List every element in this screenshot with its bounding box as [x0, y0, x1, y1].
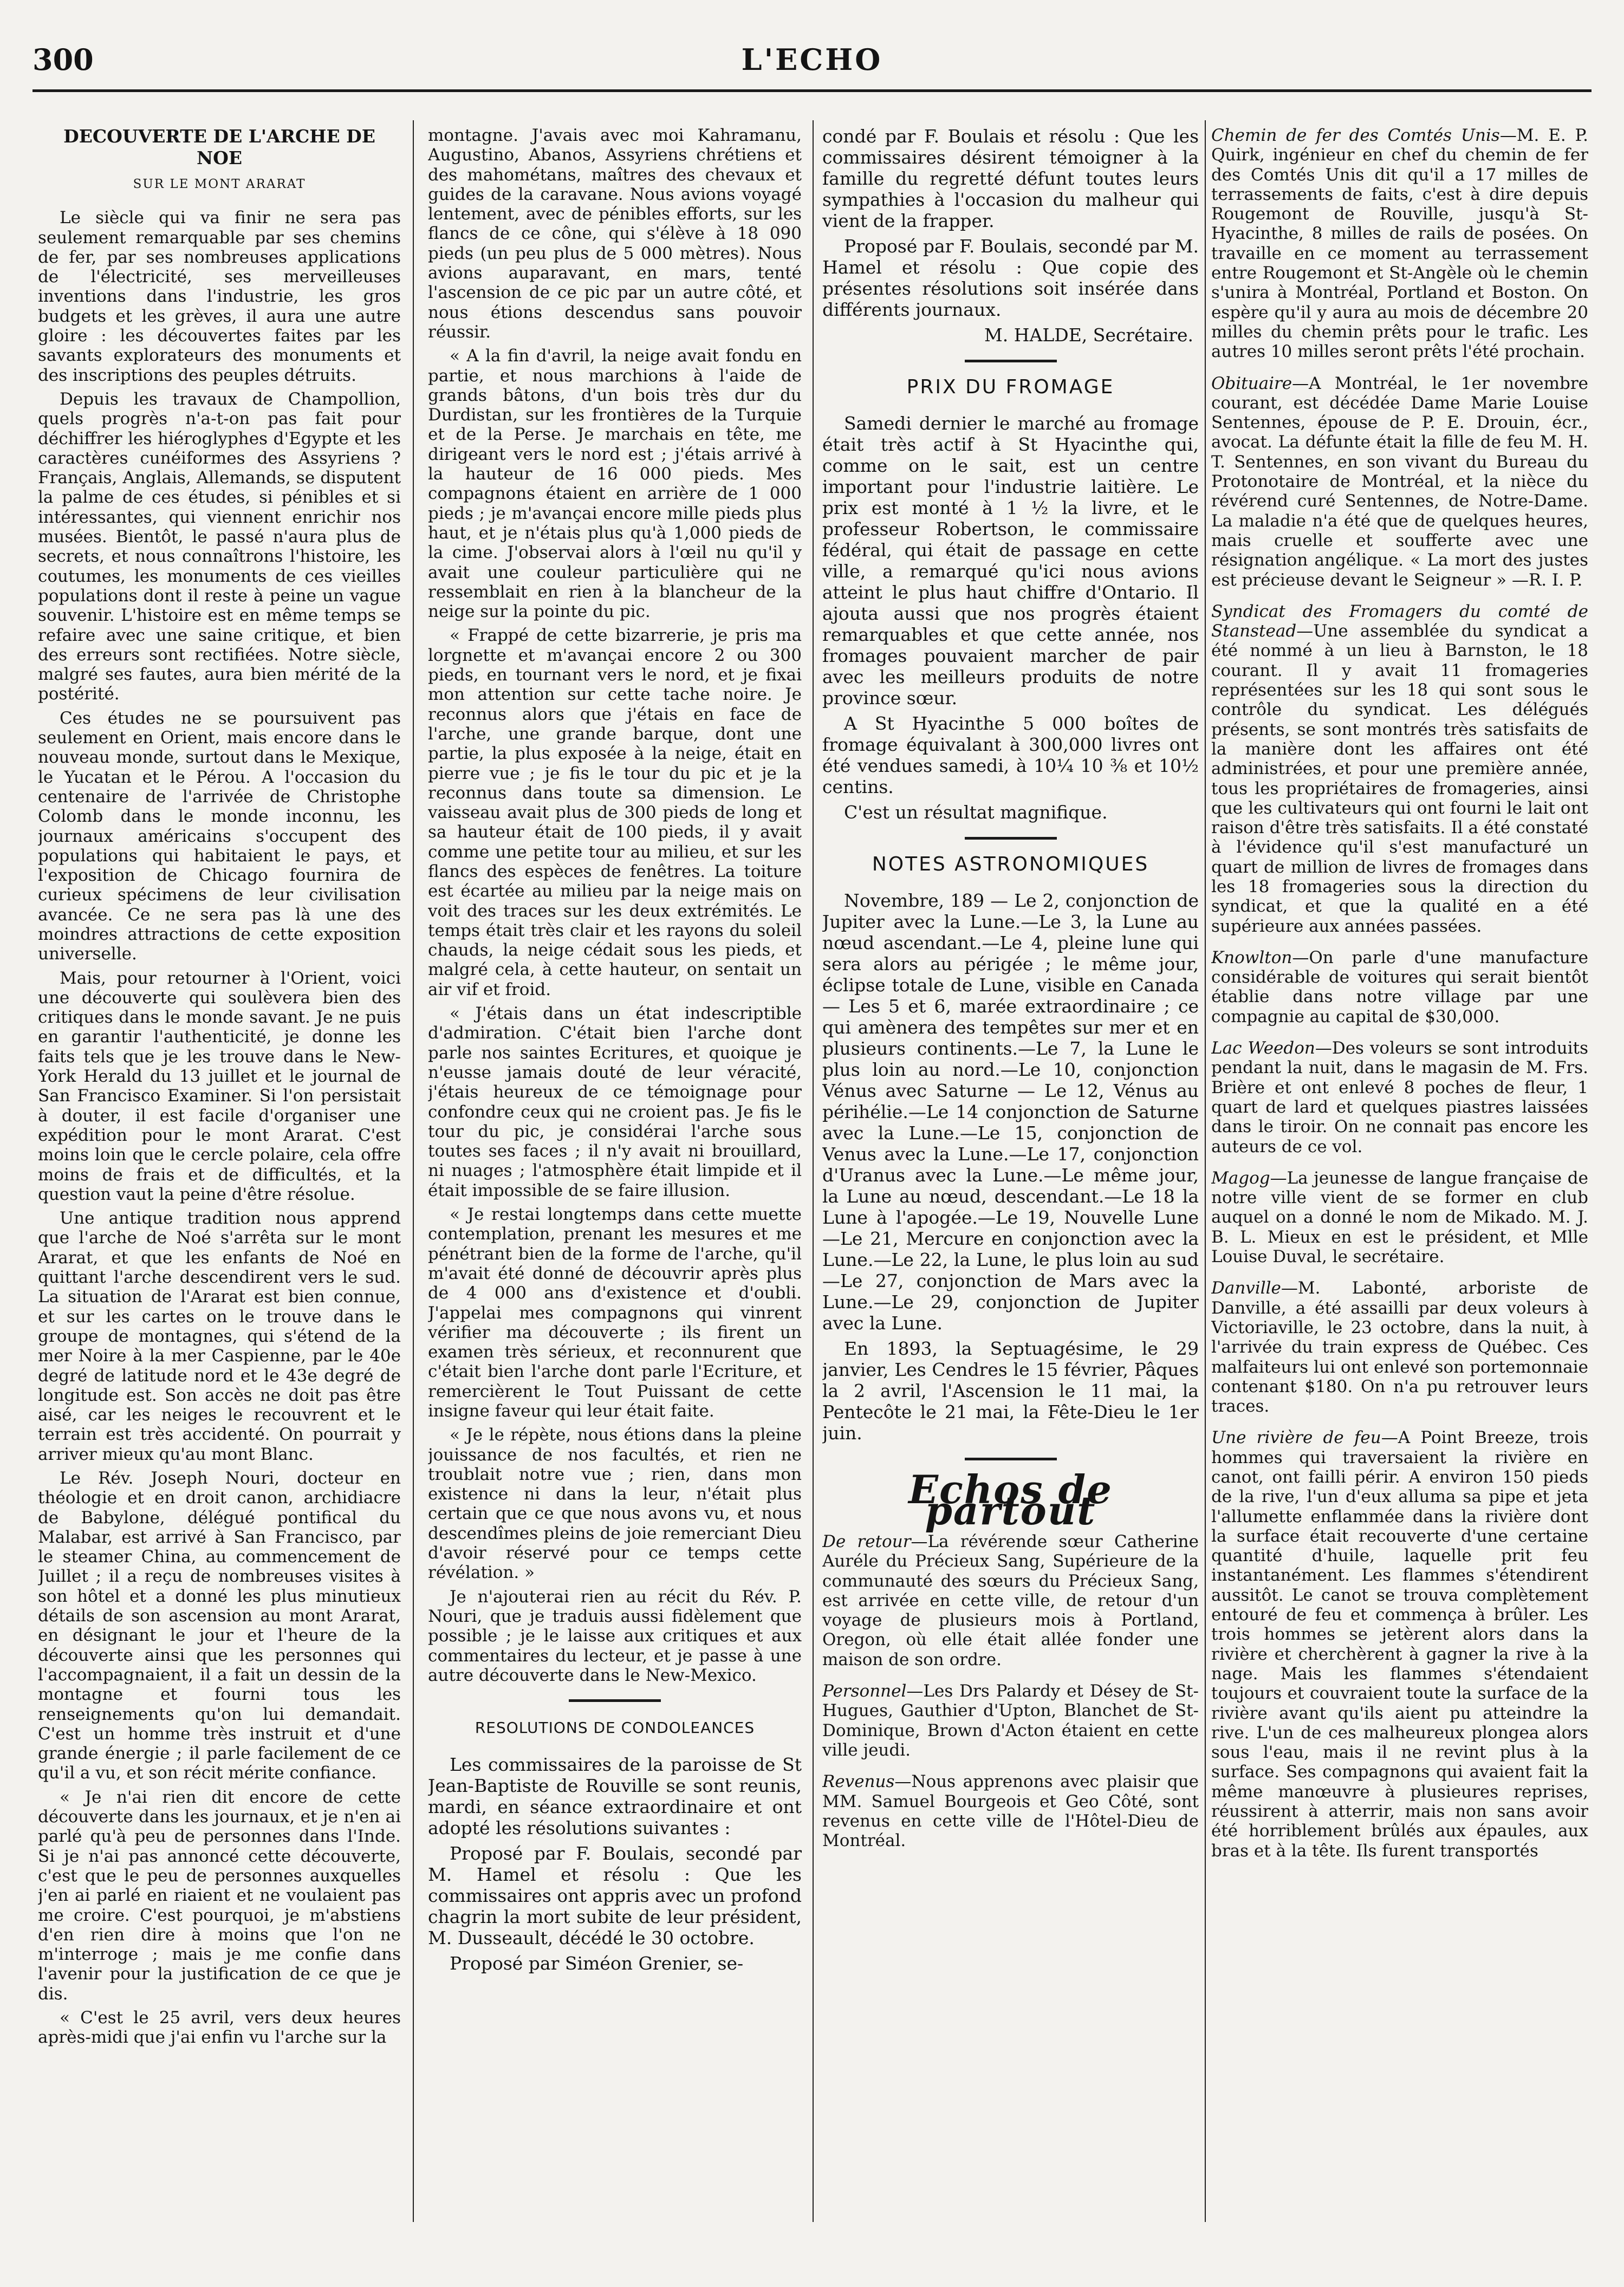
- paragraph: « A la fin d'avril, la neige avait fondu en partie, et nous marchions à l'aide de grands bâtons, d'un bois très dur du Durdistan, sur les frontières de la Turquie et de la Perse. Je marchais en tête, me dirigeant vers le nord est ; j'étais arrivé à la hauteur de 16 000 pieds. Mes compagnons étaient en arrière de 1 000 pieds ; je m'avançai encore mille pieds plus haut, et je n'étais plus qu'à 1,000 pieds de la cime. J'observai alors à l'œil nu qu'il y avait une couleur particulière qui ne ressemblait en rien à la blancheur de la neige sur la pointe du pic.: [428, 346, 802, 622]
- column-1: [38, 126, 401, 2217]
- paragraph: Le Rév. Joseph Nouri, docteur en théologie et en droit canon, archidiacre de Babylone, délégué pontifical du Malabar, est arrivé à San Francisco, par le steamer China, au commencement de Juillet ; il a reçu de nombreuses visites à son hôtel et a donné les plus minutieux détails de son ascension au mont Ararat, en désignant le jour et l'heure de la découverte ainsi que les personnes qui l'accompagnaient, il a fait un dessin de la montagne et fourni tous les renseignements qu'on lui demandait. C'est un homme très instruit et d'une grande énergie ; il parle facilement de ce qu'il a vu, et son récit mérite confiance.: [38, 1469, 401, 1783]
- brief-text: —M. Labonté, arboriste de Danville, a été assailli par deux voleurs à Victoriaville, le 23 octobre, dans la nuit, à l'arrivée du train express de Québec. Ces malfaiteurs lui ont enlevé son portemonnaie contenant $180. On n'a pu retrouver leurs traces.: [1211, 1278, 1588, 1417]
- paragraph: « Frappé de cette bizarrerie, je pris ma lorgnette et m'avançai encore 2 ou 300 pieds, en tournant vers le nord, et je fixai mon attention sur cette tache noire. Je reconnus alors que j'étais en face de l'arche, une grande barque, dont une partie, la plus exposée à la neige, était en pierre vue ; je fis le tour du pic et je la reconnus dans toute sa dimension. Le vaisseau avait plus de 300 pieds de long et sa hauteur était de 100 pieds, il y avait comme une petite tour au milieu, et sur les flancs des espèces de fenêtres. La toiture est écartée au milieu par la neige mais on voit des traces sur les deux extrémités. Le temps était très clair et les rayons du soleil chauds, la neige cédait sous les pieds, et malgré cela, à cette hauteur, on sentait un air vif et froid.: [428, 626, 802, 999]
- paragraph: montagne. J'avais avec moi Kahramanu, Augustino, Abanos, Assyriens chrétiens et des mahométans, maîtres des chevaux et guides de la caravane. Nous avions voyagé lentement, avec de pénibles efforts, sur les flancs de ce cône, qui s'élève à 18 090 pieds (un peu plus de 5 000 mètres). Nous avions auparavant, en mars, tenté l'ascension de ce pic par un autre côté, et nous étions descendus sans pouvoir réussir.: [428, 126, 802, 342]
- news-brief: [822, 1772, 1199, 1850]
- news-brief: [1211, 948, 1588, 1026]
- paragraph: condé par F. Boulais et résolu : Que les commissaires désirent témoigner à la famille du regretté défunt toutes leurs sympathies à l'occasion du malheur qui vient de la frapper.: [822, 126, 1199, 231]
- brief-text: —A Montréal, le 1er novembre courant, est décédée Dame Marie Louise Sentennes, épouse de P. E. Drouin, écr., avocat. La défunte était la fille de feu M. H. T. Sentennes, en son vivant du Bureau du Protonotaire de Montréal, et la nièce du révérend curé Sentennes, de Notre-Dame. La maladie n'a été que de quelques heures, mais cruelle et soufferte avec une résignation angélique. « La mort des justes est précieuse devant le Seigneur » —R. I. P.: [1211, 373, 1588, 590]
- brief-lead: Magog: [1211, 1168, 1270, 1188]
- section-title: Echos de partout: [908, 1466, 1113, 1534]
- signature: M. HALDE, Secrétaire.: [984, 324, 1193, 346]
- section-separator: [965, 837, 1057, 840]
- paragraph: Depuis les travaux de Champollion, quels progrès n'a-t-on pas fait pour déchiffrer les hiéroglyphes d'Egypte et les caractères cunéiformes des Assyriens ? Français, Anglais, Allemands, se disputent la palme de ces études, si pénibles et si intéressantes, qui viennent enrichir nos musées. Bientôt, le passé n'aura plus de secrets, et nous connaîtrons l'histoire, les coutumes, les monuments de ces vieilles populations dont il reste à peine un vague souvenir. L'histoire est en même temps se refaire avec une saine critique, et bien des erreurs sont rectifiées. Notre siècle, malgré ses fautes, aura bien mérité de la postérité.: [38, 389, 401, 704]
- brief-lead: Revenus: [822, 1772, 895, 1792]
- brief-lead: Knowlton: [1211, 947, 1292, 967]
- column-3: [822, 126, 1199, 2217]
- paragraph: Une antique tradition nous apprend que l'arche de Noé s'arrêta sur le mont Ararat, et que les enfants de Noé en quittant l'arche descendirent vers le sud. La situation de l'Ararat est bien connue, et sur les cartes on le trouve dans le groupe de montagnes, qui s'étend de la mer Noire à la mer Caspienne, par le 40e degré de latitude nord et le 43e degré de longitude est. Son accès ne doit pas être aisé, car les neiges le recouvrent et le terrain est très accidenté. On pourrait y arriver mieux qu'au mont Blanc.: [38, 1209, 401, 1464]
- section-separator: [965, 1458, 1057, 1460]
- paragraph: « Je n'ai rien dit encore de cette découverte dans les journaux, et je n'en ai parlé qu'à peu de personnes dans l'Inde. Si je n'ai pas annoncé cette découverte, c'est que le peu de personnes auxquelles j'en ai parlé en riaient et ne voulaient pas me croire. C'est pourquoi, je m'abstiens d'en rien dire à moins que l'on ne m'interroge ; mais je me confie dans l'avenir pour la justification de ce que je dis.: [38, 1787, 401, 2004]
- paragraph: A St Hyacinthe 5 000 boîtes de fromage équivalant à 300,000 livres ont été vendues samedi, à 10¼ 10 ⅜ et 10½ centins.: [822, 713, 1199, 797]
- brief-text: —Nous apprenons avec plaisir que MM. Samuel Bourgeois et Geo Côté, sont revenus en cette ville de l'Hôtel-Dieu de Montréal.: [822, 1772, 1199, 1851]
- brief-text: —Les Drs Palardy et Désey de St-Hugues, Gauthier d'Upton, Blanchet de St-Dominique, Brown d'Acton étaient en cette ville jeudi.: [822, 1681, 1199, 1760]
- paragraph: Proposé par F. Boulais, secondé par M. Hamel et résolu : Que copie des présentes résolutions soit insérée dans différents journaux.: [822, 236, 1199, 320]
- brief-lead: Lac Weedon: [1211, 1038, 1315, 1058]
- paragraph: Samedi dernier le marché au fromage était très actif à St Hyacinthe qui, comme on le sait, est un centre important pour l'industrie laitière. Le prix est monté à 1 ½ la livre, et le professeur Robertson, le commissaire fédéral, qui était de passage en cette ville, a remarqué qu'ici nous avions atteint le plus haut chiffre d'Ontario. Il ajouta aussi que nos progrès étaient remarquables et que cette année, nos fromages pouvaient marcher de pair avec les meilleurs produits de notre province sœur.: [822, 413, 1199, 709]
- article-subtitle: SUR LE MONT ARARAT: [133, 177, 306, 191]
- column-2: [428, 126, 802, 2217]
- brief-text: —M. E. P. Quirk, ingénieur en chef du chemin de fer des Comtés Unis dit qu'il a 17 milles de terrassements de faits, c'est à dire depuis Rougemont de Rouville, jusqu'à St-Hyacinthe, 8 milles de rails de posées. On travaille en ce moment au terrassement entre Rougemont et St-Angèle où le chemin s'unira à Montréal, Portland et Boston. On espère qu'il y aura au mois de décembre 20 milles du chemin prêts pour le trafic. Les autres 10 milles seront prêts l'été prochain.: [1211, 126, 1588, 362]
- news-brief: [1211, 1168, 1588, 1266]
- paragraph: Je n'ajouterai rien au récit du Rév. P. Nouri, que je traduis aussi fidèlement que possible ; je le laisse aux critiques et aux commentaires du lecteur, et je passe à une autre découverte dans le New-Mexico.: [428, 1587, 802, 1685]
- news-brief: [1211, 1428, 1588, 1861]
- brief-lead: Une rivière de feu: [1211, 1428, 1381, 1448]
- column-divider: [413, 120, 414, 2222]
- brief-text: —A Point Breeze, trois hommes qui traversaient la rivière en canot, ont failli périr. A environ 150 pieds de la rive, l'un d'eux alluma sa pipe et jeta l'allumette enflammée dans la rivière dont la surface était recouverte d'une certaine quantité d'huile, laquelle prit feu instantanément. Les flammes s'étendirent aussitôt. Le canot se trouva complètement entouré de feu et commença à brûler. Les trois hommes se jetèrent alors dans la rivière et cherchèrent à gagner la rive à la nage. Mais les flammes s'étendaient toujours et couvraient toute la surface de la rivière avant qu'ils aient pu atteindre la rive. L'un de ces malheureux plongea alors sous l'eau, mais il ne revint plus à la surface. Ses compagnons qui avaient fait la même manœuvre à plusieures reprises, réussirent à atterrir, mais non sans avoir été horriblement brûlés aux épaules, aux bras et à la tête. Ils furent transportés: [1211, 1428, 1588, 1861]
- paragraph: « Je le répète, nous étions dans la pleine jouissance de nos facultés, et rien ne troublait notre vue ; rien, dans mon existence ni dans la leur, n'était plus certain que ce que nous avons vu, et nous descendîmes pleins de joie remerciant Dieu d'avoir réservé pour ce temps cette révélation. »: [428, 1425, 802, 1583]
- paragraph: Novembre, 189 — Le 2, conjonction de Jupiter avec la Lune.—Le 3, la Lune au nœud ascendant.—Le 4, pleine lune qui sera alors au périgée ; le même jour, éclipse totale de Lune, visible en Canada — Les 5 et 6, marée extraordinaire ; ce qui amènera des tempêtes sur mer et en plusieurs continents.—Le 7, la Lune le plus loin au nord.—Le 10, conjonction Vénus avec Saturne — Le 12, Vénus au périhélie.—Le 14 conjonction de Saturne avec la Lune.—Le 15, conjonction de Venus avec la Lune.—Le 17, conjonction d'Uranus avec la Lune.—Le même jour, la Lune au nœud, descendant.—Le 18 la Lune à l'apogée.—Le 19, Nouvelle Lune —Le 21, Mercure en conjonction avec la Lune.—Le 22, la Lune, le plus loin au sud —Le 27, conjonction de Mars avec la Lune.—Le 29, conjonction de Jupiter avec la Lune.: [822, 890, 1199, 1334]
- page-number: 300: [33, 42, 94, 77]
- section-separator: [569, 1699, 661, 1702]
- paragraph: En 1893, la Septuagésime, le 29 janvier, Les Cendres le 15 février, Pâques la 2 avril, l'Ascension le 11 mai, la Pentecôte le 21 mai, la Fête-Dieu le 1er juin.: [822, 1338, 1199, 1444]
- paragraph: Les commissaires de la paroisse de St Jean-Baptiste de Rouville se sont reunis, mardi, en séance extraordinaire et ont adopté les résolutions suivantes :: [428, 1754, 802, 1839]
- paragraph: « C'est le 25 avril, vers deux heures après-midi que j'ai enfin vu l'arche sur la: [38, 2008, 401, 2048]
- paragraph: Proposé par Siméon Grenier, se-: [450, 1953, 744, 1974]
- brief-text: —Des voleurs se sont introduits pendant la nuit, dans le magasin de M. Frs. Brière et ont enlevé 8 poches de fleur, 1 quart de lard et quelques piastres laissées dans le tiroir. On ne connait pas encore les auteurs de ce vol.: [1211, 1038, 1588, 1157]
- section-title: PRIX DU FROMAGE: [906, 376, 1115, 398]
- paragraph: Ces études ne se poursuivent pas seulement en Orient, mais encore dans le nouveau monde, surtout dans le Mexique, le Yucatan et le Pérou. A l'occasion du centenaire de l'arrivée de Christophe Colomb dans le monde inconnu, les journaux américains s'occupent des populations qui habitaient le pays, et l'exposition de Chicago fournira de curieux spécimens de leur civilisation avancée. Ce ne sera pas là une des moindres attractions de cette exposition universelle.: [38, 708, 401, 964]
- news-brief: [1211, 374, 1588, 590]
- brief-lead: Danville: [1211, 1278, 1281, 1298]
- column-divider: [813, 120, 814, 2222]
- brief-text: —La révérende sœur Catherine Auréle du Précieux Sang, Supérieure de la communauté des sœurs du Précieux Sang, est arrivée en cette ville, de retour d'un voyage de plusieurs mois à Portland, Oregon, où elle était allée fonder une maison de son ordre.: [822, 1532, 1199, 1669]
- news-brief: [1211, 126, 1588, 362]
- paragraph: Proposé par F. Boulais, secondé par M. Hamel et résolu : Que les commissaires ont appris avec un profond chagrin la mort subite de leur président, M. Dusseault, décédé le 30 octobre.: [428, 1843, 802, 1949]
- newspaper-title: L'ECHO: [741, 42, 883, 77]
- section-title: NOTES ASTRONOMIQUES: [872, 853, 1149, 875]
- brief-lead: Syndicat des Fromagers du comté de Stanstead: [1211, 601, 1588, 641]
- paragraph: C'est un résultat magnifique.: [844, 802, 1108, 823]
- news-brief: [822, 1681, 1199, 1760]
- brief-lead: Personnel: [822, 1681, 907, 1701]
- brief-text: —La jeunesse de langue française de notre ville vient de se former en club auquel on a donné le nom de Mikado. M. J. B. L. Mieux en est le président, et Mlle Louise Duval, le secrétaire.: [1211, 1168, 1588, 1267]
- column-divider: [1205, 120, 1206, 2222]
- paragraph: Mais, pour retourner à l'Orient, voici une découverte qui soulèvera bien des critiques dans le monde savant. Je ne puis en garantir l'authenticité, je donne les faits tels que je les trouve dans le New-York Herald du 13 juillet et le journal de San Francisco Examiner. Si l'on persistait à douter, il est facile d'organiser une expédition pour le mont Ararat. C'est moins loin que le cercle polaire, cela offre moins de frais et de difficultés, et la question vaut la peine d'être résolue.: [38, 968, 401, 1204]
- news-brief: [1211, 1278, 1588, 1416]
- news-brief: [822, 1532, 1199, 1669]
- paragraph: « J'étais dans un état indescriptible d'admiration. C'était bien l'arche dont parle nos saintes Ecritures, et quoique je n'eusse jamais douté de leur véracité, j'étais heureux de ce témoignage pour confondre ceux qui ne croient pas. Je fis le tour du pic, je considérai l'arche sous toutes ses faces ; il n'y avait ni brouillard, ni nuages ; l'atmosphère était limpide et il était impossible de se faire illusion.: [428, 1004, 802, 1200]
- news-brief: [1211, 1038, 1588, 1157]
- brief-text: —Une assemblée du syndicat a été nommé à un lieu à Barnston, le 18 courant. Il y avait 11 fromageries représentées sur les 18 qui sont sous le contrôle du syndicat. Les délégués présents, se sont montrés très satisfaits de la manière dont les affaires ont été administrées, et pour une première année, tous les propriétaires de fromageries, ainsi que les cultivateurs qui ont fourni le lait ont raison d'être très satisfaits. Il a été constaté à l'évidence qu'il s'est manufacturé un quart de million de livres de fromages dans les 18 fromageries sous la direction du syndicat, et que la qualité en a été supérieure aux années passées.: [1211, 621, 1588, 936]
- paragraph: Le siècle qui va finir ne sera pas seulement remarquable par ses chemins de fer, par ses nombreuses applications de l'électricité, ses merveilleuses inventions dans l'industrie, les gros budgets et les grèves, il aura une autre gloire : les découvertes faites par les savants explorateurs des monuments et des inscriptions des peuples détruits.: [38, 208, 401, 385]
- brief-lead: De retour: [822, 1532, 911, 1551]
- brief-lead: Chemin de fer des Comtés Unis: [1211, 126, 1500, 145]
- paragraph: « Je restai longtemps dans cette muette contemplation, prenant les mesures et me pénétrant bien de la forme de l'arche, qu'il m'avait été donné de découvrir après plus de 4 000 ans d'existence et d'oubli. J'appelai mes compagnons qui vinrent vérifier ma découverte ; ils firent un examen très sérieux, et reconnurent que c'était bien l'arche dont parle l'Ecriture, et remercièrent le Tout Puissant de cette insigne faveur qui leur était faite.: [428, 1205, 802, 1421]
- article-title: DECOUVERTE DE L'ARCHE DE NOE: [63, 126, 375, 168]
- column-4: [1211, 126, 1588, 2217]
- section-title: RESOLUTIONS DE CONDOLEANCES: [475, 1719, 755, 1737]
- brief-lead: Obituaire: [1211, 373, 1292, 393]
- news-brief: [1211, 602, 1588, 936]
- brief-text: —On parle d'une manufacture considérable de voitures qui serait bientôt établie dans notre village par une compagnie au capital de $30,000.: [1211, 947, 1588, 1026]
- section-separator: [965, 360, 1057, 362]
- header-rule: [33, 89, 1591, 92]
